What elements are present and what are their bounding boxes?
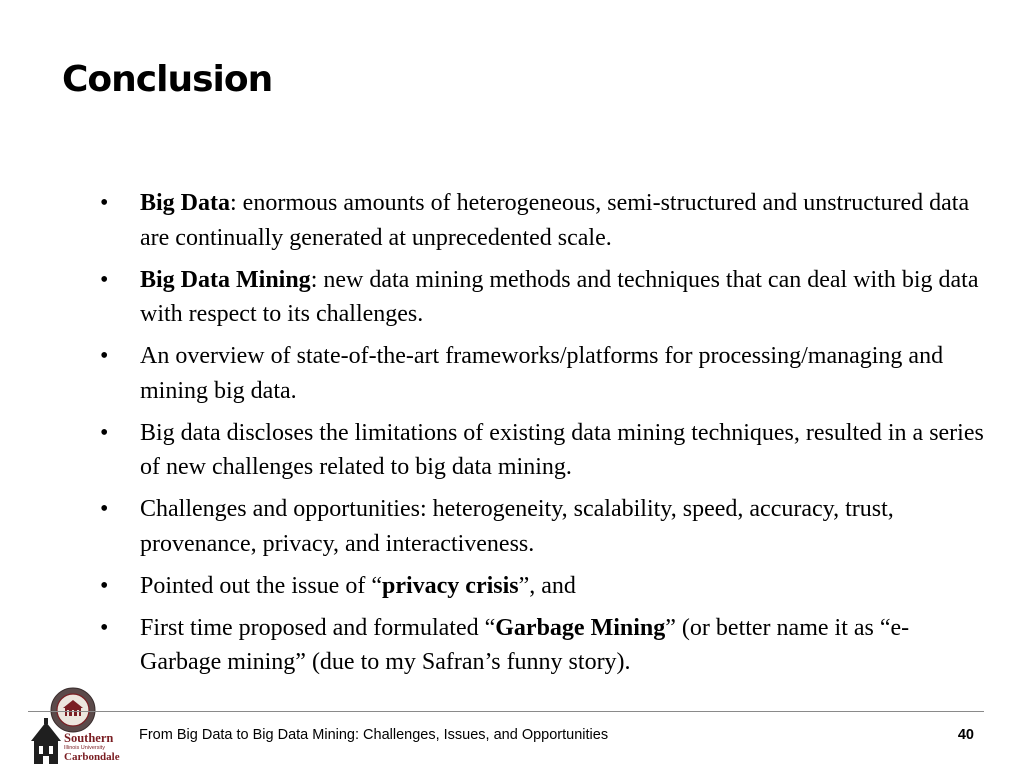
bullet-item-limitations: [100, 416, 985, 485]
bullet-item-privacy-crisis: [100, 569, 985, 604]
university-logo: [26, 686, 122, 766]
footer-divider: [28, 711, 984, 712]
bullet-item-big-data: [100, 186, 985, 255]
bullet-dot: •: [100, 190, 109, 216]
bullet-dot: •: [100, 343, 109, 369]
footer-title: From Big Data to Big Data Mining: Challenges, Issues, and Opportunities: [139, 727, 609, 743]
slide-title: Conclusion: [62, 59, 273, 100]
bullet-dot: •: [100, 266, 109, 293]
bullet-bold-term: Garbage Mining: [495, 614, 666, 641]
bullet-dot: •: [100, 496, 109, 522]
logo-university-city: Carbondale: [64, 751, 120, 763]
bullet-bold-term: Big Data Mining: [140, 266, 311, 293]
bullet-text: Big data discloses the limitations of existing data mining techniques, resulted in a series of new challenges related to big data mining.: [140, 419, 984, 480]
bullet-text: : enormous amounts of heterogeneous, semi-structured and unstructured data are continually generated at unprecedented scale.: [140, 190, 970, 251]
bullet-bold-term: privacy crisis: [381, 572, 519, 599]
bullet-item-big-data-mining: [100, 263, 985, 332]
bullet-item-overview: [100, 339, 985, 408]
bullet-text: First time proposed and formulated “: [140, 614, 496, 641]
bullet-text: Pointed out the issue of “: [140, 572, 382, 599]
bullet-text: ” (or better name it as “e-Garbage mining” (due to my Safran’s funny story).: [140, 614, 910, 675]
bullet-dot: •: [100, 614, 109, 641]
bullet-text: : new data mining methods and techniques that can deal with big data with respect to its challenges.: [140, 266, 979, 327]
bullet-text: ”, and: [518, 572, 576, 599]
bullet-text: An overview of state-of-the-art frameworks/platforms for processing/managing and mining big data.: [140, 343, 944, 404]
bullet-bold-term: Big Data: [140, 190, 230, 216]
logo-university-sub: Illinois University: [64, 745, 105, 751]
logo-university-name: Southern: [64, 731, 114, 745]
bullet-text: Challenges and opportunities: heterogeneity, scalability, speed, accuracy, trust, provenance, privacy, and interactiveness.: [140, 496, 894, 557]
bullet-dot: •: [100, 419, 109, 446]
bullet-dot: •: [100, 572, 109, 599]
bullet-item-garbage-mining: [100, 611, 985, 680]
bullet-item-challenges: [100, 492, 985, 561]
page-number: 40: [957, 727, 974, 743]
bullet-list: [100, 186, 985, 687]
